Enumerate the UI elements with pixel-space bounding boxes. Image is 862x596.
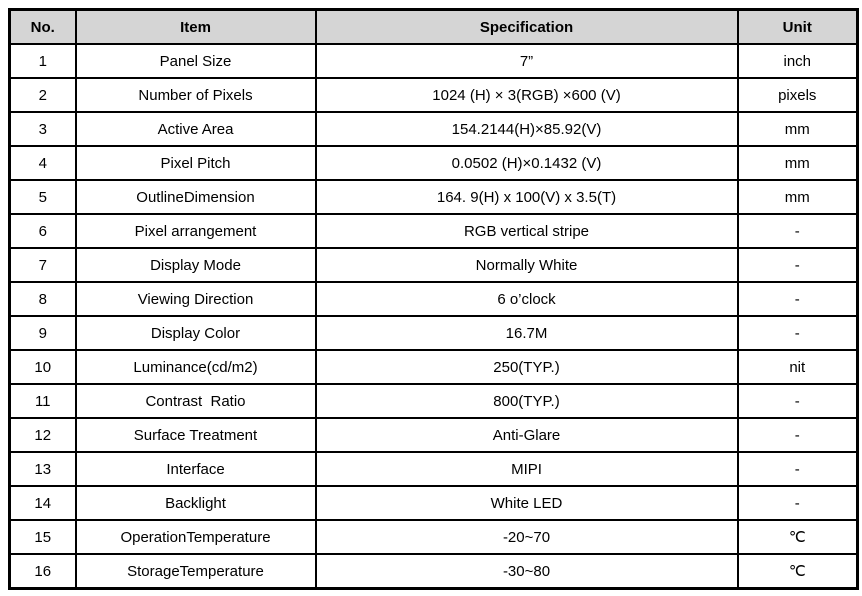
table-row (10, 486, 858, 520)
cell-no: 6 (10, 214, 76, 248)
cell-no: 8 (10, 282, 76, 316)
cell-no: 7 (10, 248, 76, 282)
cell-unit: mm (738, 180, 858, 214)
cell-spec: White LED (316, 486, 738, 520)
cell-spec: 1024 (H) × 3(RGB) ×600 (V) (316, 78, 738, 112)
cell-spec: -20~70 (316, 520, 738, 554)
cell-item: Display Color (76, 316, 316, 350)
cell-spec: RGB vertical stripe (316, 214, 738, 248)
cell-no: 11 (10, 384, 76, 418)
cell-spec: 7” (316, 44, 738, 78)
cell-no: 5 (10, 180, 76, 214)
cell-unit: - (738, 316, 858, 350)
cell-unit: pixels (738, 78, 858, 112)
cell-spec: Anti-Glare (316, 418, 738, 452)
cell-no: 12 (10, 418, 76, 452)
cell-unit: - (738, 384, 858, 418)
cell-unit: inch (738, 44, 858, 78)
header-cell-spec: Specification (316, 10, 738, 45)
table-header (10, 10, 858, 45)
cell-no: 3 (10, 112, 76, 146)
cell-item: Pixel arrangement (76, 214, 316, 248)
panel-specification-table (8, 8, 859, 590)
table-row (10, 214, 858, 248)
cell-unit: mm (738, 112, 858, 146)
cell-no: 4 (10, 146, 76, 180)
table-row (10, 316, 858, 350)
table-row (10, 350, 858, 384)
cell-unit: ℃ (738, 520, 858, 554)
cell-item: Contrast Ratio (76, 384, 316, 418)
table-row (10, 78, 858, 112)
cell-no: 15 (10, 520, 76, 554)
cell-no: 1 (10, 44, 76, 78)
cell-spec: -30~80 (316, 554, 738, 589)
cell-spec: 6 o’clock (316, 282, 738, 316)
cell-unit: nit (738, 350, 858, 384)
header-cell-unit: Unit (738, 10, 858, 45)
cell-item: Active Area (76, 112, 316, 146)
table-row (10, 146, 858, 180)
cell-no: 10 (10, 350, 76, 384)
cell-item: Backlight (76, 486, 316, 520)
cell-unit: - (738, 248, 858, 282)
table-row (10, 112, 858, 146)
cell-item: Viewing Direction (76, 282, 316, 316)
table-row (10, 282, 858, 316)
cell-no: 14 (10, 486, 76, 520)
cell-item: OperationTemperature (76, 520, 316, 554)
cell-spec: 16.7M (316, 316, 738, 350)
cell-spec: 250(TYP.) (316, 350, 738, 384)
table-row (10, 520, 858, 554)
cell-spec: 154.2144(H)×85.92(V) (316, 112, 738, 146)
cell-spec: 0.0502 (H)×0.1432 (V) (316, 146, 738, 180)
cell-item: Surface Treatment (76, 418, 316, 452)
cell-item: Display Mode (76, 248, 316, 282)
cell-no: 2 (10, 78, 76, 112)
table-row (10, 452, 858, 486)
cell-unit: mm (738, 146, 858, 180)
cell-unit: - (738, 452, 858, 486)
cell-no: 13 (10, 452, 76, 486)
cell-item: Number of Pixels (76, 78, 316, 112)
table-row (10, 384, 858, 418)
table-row (10, 248, 858, 282)
cell-spec: 800(TYP.) (316, 384, 738, 418)
table-body (10, 44, 858, 589)
cell-item: Luminance(cd/m2) (76, 350, 316, 384)
cell-item: StorageTemperature (76, 554, 316, 589)
cell-spec: MIPI (316, 452, 738, 486)
cell-spec: 164. 9(H) x 100(V) x 3.5(T) (316, 180, 738, 214)
header-cell-no: No. (10, 10, 76, 45)
cell-unit: ℃ (738, 554, 858, 589)
cell-unit: - (738, 418, 858, 452)
cell-unit: - (738, 486, 858, 520)
cell-spec: Normally White (316, 248, 738, 282)
cell-item: OutlineDimension (76, 180, 316, 214)
cell-no: 9 (10, 316, 76, 350)
cell-no: 16 (10, 554, 76, 589)
cell-item: Panel Size (76, 44, 316, 78)
spec-table-container (8, 8, 859, 590)
table-row (10, 180, 858, 214)
header-cell-item: Item (76, 10, 316, 45)
header-row (10, 10, 858, 45)
table-row (10, 554, 858, 589)
table-row (10, 44, 858, 78)
cell-item: Pixel Pitch (76, 146, 316, 180)
cell-unit: - (738, 282, 858, 316)
table-row (10, 418, 858, 452)
cell-unit: - (738, 214, 858, 248)
cell-item: Interface (76, 452, 316, 486)
